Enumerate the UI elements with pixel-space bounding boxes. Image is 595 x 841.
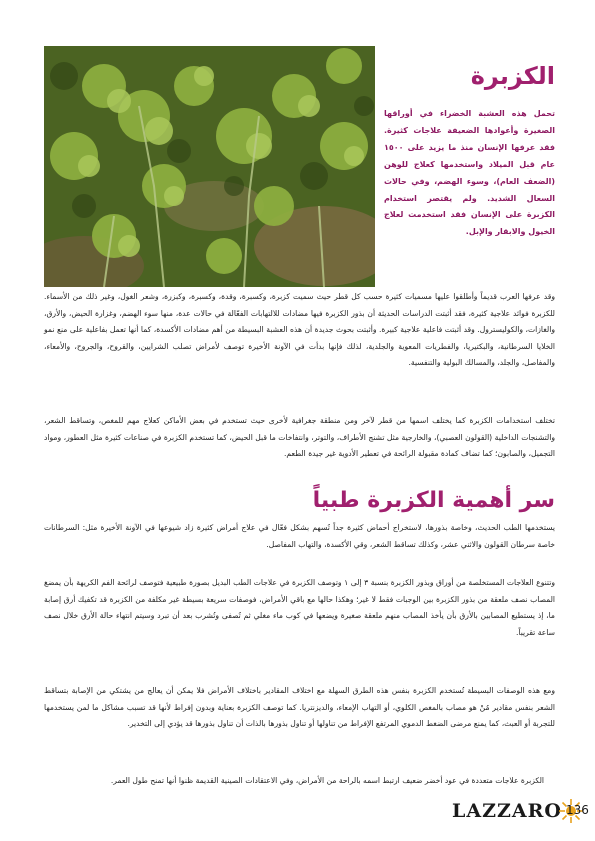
page-number: 136 xyxy=(566,803,589,817)
intro-paragraph: تحمل هذه العشبة الخضراء في أوراقها الصغيرة وأعوادها الضعيفة علاجات كثيرة. فقد عرفها الإنسان منذ ما يزيد على ١٥٠٠ عام قبل الميلاد واستخدمها كعلاج للوهن (الضعف العام)، وسوء الهضم، وفي حالات السعال الشديد. ولم يقتصر استخدام الكزبرة على الإنسان فقد استخدمت لعلاج الخيول والابقار والإبل. xyxy=(384,109,555,237)
body-paragraph-6: الكزبرة علاجات متعددة في عود أخضر ضعيف ارتبط اسمه بالراحة من الأمراض، وفي الاعتقادات الصينية القديمة ظنوا أنها تمنح طول العمر. xyxy=(110,776,544,785)
body-paragraph-5: ومع هذه الوصفات البسيطة تُستخدم الكزبرة بنفس هذه الطرق السهلة مع اختلاف المقادير باختلاف الأمراض فلا يمكن أن يعالج من يشتكي من الإصابة بتساقط الشعر بنفس مقادير مُنْ هو مصاب بالمغص الكلوي، أو التهاب الإمعاء، والديزنتريا. كما توصف الكزبرة بعناية وبدون إفراط لأنها قد تسبب مشاكل ما لمن يستخدمها للتجربة أو العبث، كما يمنع مرضى الضغط الدموي المرتفع الإفراط من تناولها أو تناول بذورها بالذات أن تناول بذورها قد يؤدي إلى التخدير. xyxy=(44,686,555,728)
body-paragraph-2: تختلف استخدامات الكزبرة كما يختلف اسمها من قطر لآخر ومن منطقة جغرافية لأخرى حيث تستخدم في بعض الأماكن كعلاج مهم للمغص، وتساقط الشعر، والتشنجات الداخلية (القولون العصبي)، والخارجية مثل تشنج الأطراف، والتوتر، وانتفاخات ما قبل الحيض، كما تستخدم الكزبرة في صناعات كثيرة مثل العطور، ومواد التجميل، والصابون؛ كما تضاف كمادة مقبولة الرائحة في تعطير الأدوية غير جيدة الطعم. xyxy=(44,416,555,458)
coriander-plant-photo xyxy=(44,46,375,287)
brand-logo xyxy=(452,795,584,827)
page-title: الكزبرة xyxy=(470,62,555,90)
body-paragraph-1: وقد عرفها العرب قديماً وأطلقوا عليها مسميات كثيرة حسب كل قطر حيث سميت كزبرة، وكسبرة، وقدة، وكسبرة، وكبزرة، وشعر الغول، وغير ذلك من الأسماء. للكزبرة فوائد علاجية كثيرة، فقد أثبتت الدراسات الحديثة أن بذور الكزبرة فيها مضادات للالتهابات الفعّالة في حالات عدة، منها سوء الهضم، وغزارة الحيض، والأرق، والغازات، والكوليسترول. وقد أثبتت فاعلية علاجية كبيرة. وأثبتت بحوث جديدة أن هذه العشبة البسيطة من أهم مضادات الأكسدة، كما أنها تعمل بفاعلية على منع نمو الخلايا السرطانية، والبكتيريا، والفطريات المعوية والجلدية، لذلك فإنها بدأت في الآونة الأخيرة توصف لأمراض تصلب الشرايين، والقروح، والجروح، والأمعاء، والمفاصل، والجلد، والمسالك البولية والتنفسية. xyxy=(44,292,555,367)
section-heading: سر أهمية الكزبرة طبياً xyxy=(312,488,555,513)
body-paragraph-3: يستخدمها الطب الحديث، وخاصة بذورها، لاستخراج أحماض كثيرة جداً تُسهم بشكل فعّال في علاج أمراض كثيرة زاد شيوعها في الآونة الأخيرة مثل: السرطانات خاصة سرطان القولون والاثني عشر، وكذلك تساقط الشعر، وقي الأكسدة، والتهاب المفاصل. xyxy=(44,523,555,549)
logo-text: LAZZARO xyxy=(452,800,562,822)
body-paragraph-4: وتتنوع العلاجات المستخلصة من أوراق وبذور الكزبرة بنسبة ٣ إلى ١ وتوصف الكزبرة في علاجات الطب البديل بصورة طبيعية فتوصف لرائحة الفم الكريهة بأن يمضغ المصاب نصف ملعقة من بذور الكزبرة بين الوجبات فقط لا غير؛ وهكذا حالها مع باقي الأمراض، فوصفات سريعة بسيطة غير مكلفة من الكزبرة قد تكفيك أرق إصابة ما، إذ يستطيع المصابين بالأرق بأن يأخذ المصاب منهم ملعقة صغيرة ويضعها في كوب ماء مغلي ثم تُصفى وتُشرب بعد أن تبرد وسيتم انتهاء حالة الأرق خلال نصف ساعة تقريباً. xyxy=(44,578,555,637)
